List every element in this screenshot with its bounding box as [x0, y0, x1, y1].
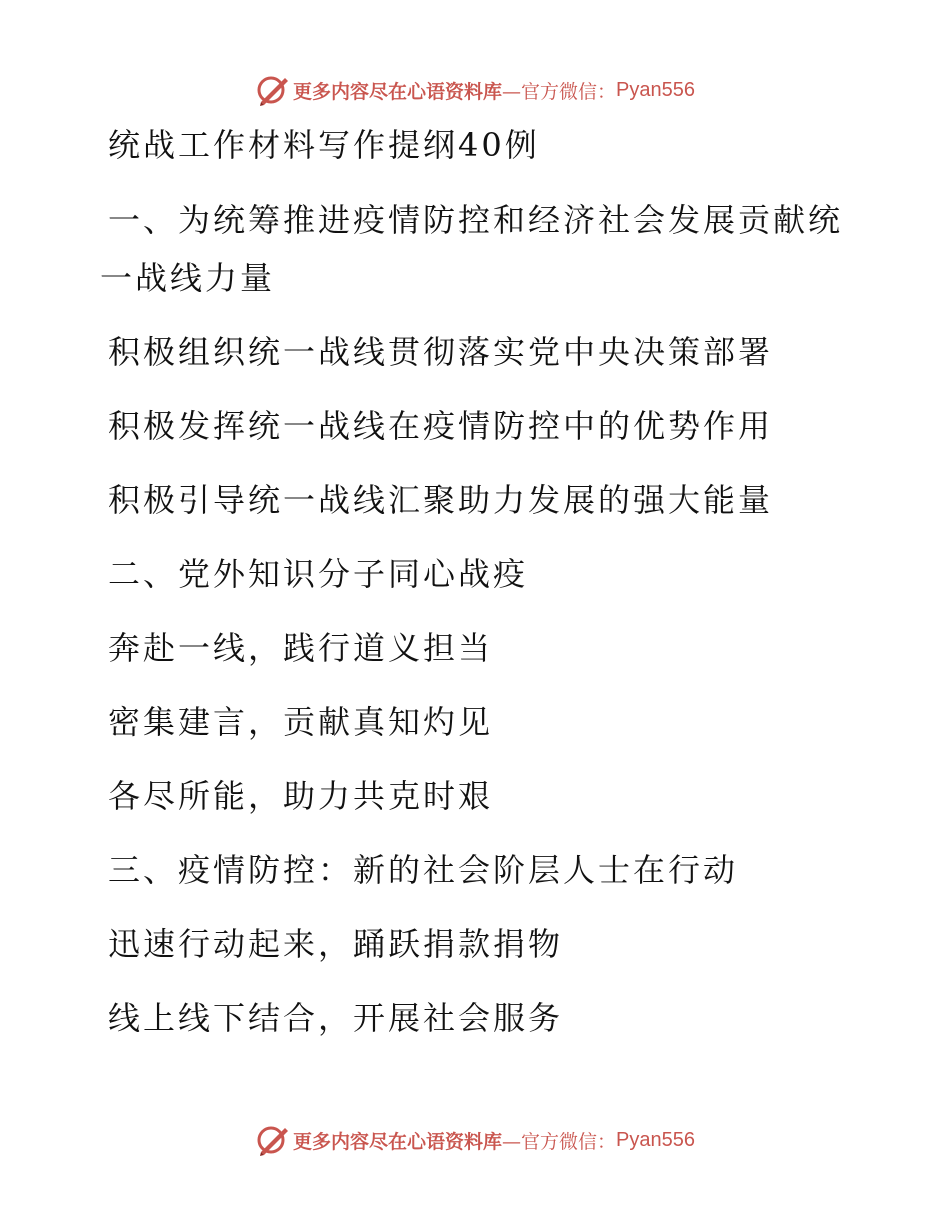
header-watermark — [0, 72, 950, 108]
pen-logo-icon — [255, 1122, 291, 1158]
section-heading: 一、为统筹推进疫情防控和经济社会发展贡献统 — [108, 201, 844, 239]
outline-item: 积极发挥统一战线在疫情防控中的优势作用 — [108, 407, 774, 445]
outline-item: 各尽所能，助力共克时艰 — [108, 777, 494, 815]
section-heading-continuation: 一战线力量 — [100, 259, 276, 297]
outline-item: 线上线下结合，开展社会服务 — [108, 999, 564, 1037]
watermark-label-text: —官方微信： — [502, 80, 617, 103]
outline-item: 迅速行动起来，踊跃捐款捐物 — [108, 925, 564, 963]
footer-watermark — [0, 1122, 950, 1158]
watermark-account-text: Pyan556 — [616, 1128, 695, 1151]
outline-item: 奔赴一线，践行道义担当 — [108, 629, 494, 667]
watermark-site-text: 更多内容尽在心语资料库 — [293, 1130, 503, 1153]
watermark-account-text: Pyan556 — [616, 78, 695, 101]
section-heading: 二、党外知识分子同心战疫 — [108, 555, 529, 593]
outline-item: 积极组织统一战线贯彻落实党中央决策部署 — [108, 333, 774, 371]
section-heading: 三、疫情防控：新的社会阶层人士在行动 — [108, 851, 739, 889]
watermark-label-text: —官方微信： — [502, 1130, 617, 1153]
pen-logo-icon — [255, 72, 291, 108]
document-title: 统战工作材料写作提纲40例 — [108, 126, 540, 164]
watermark-site-text: 更多内容尽在心语资料库 — [293, 80, 503, 103]
outline-item: 密集建言，贡献真知灼见 — [108, 703, 494, 741]
outline-item: 积极引导统一战线汇聚助力发展的强大能量 — [108, 481, 774, 519]
